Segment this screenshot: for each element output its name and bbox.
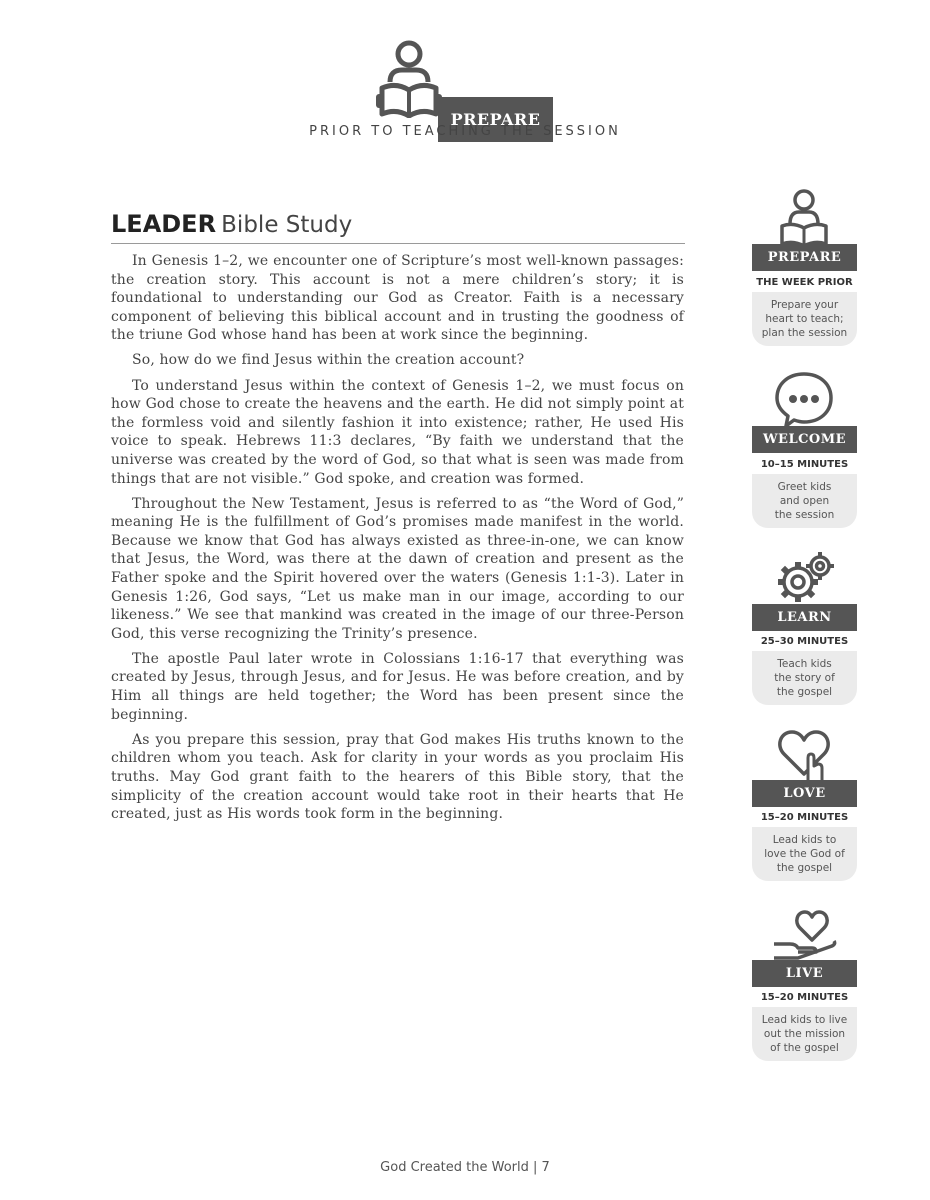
paragraph: To understand Jesus within the context of Genesis 1–2, we must focus on how God chose to create the heavens and the earth. He did not simply point at the formless void and silently fashion it into existence; rather, He used His voice to speak. Hebrews 11:3 declares, “By faith we understand that the universe was created by the word of God, so that what is seen was made from things that are not visible.” God spoke, and creation was formed.: [111, 377, 684, 487]
paragraph: As you prepare this session, pray that God makes His truths known to the children whom you teach. Ask for clarity in your words as you proclaim His truths. May God grant faith to the hearers of this Bible story, that the simplicity of the creation account would take root in their hearts that He created, just as His words took form in the beginning.: [111, 731, 684, 823]
sidebar-label: LIVE: [752, 960, 857, 987]
sidebar-time: 15–20 MINUTES: [760, 812, 849, 823]
sidebar-label: LEARN: [752, 604, 857, 631]
title-light: Bible Study: [221, 212, 353, 238]
gears-icon: [752, 548, 857, 606]
paragraph: Throughout the New Testament, Jesus is referred to as “the Word of God,” meaning He is the fulfillment of God’s promises made manifest in the world. Because we know that God has always existed as three-in-one, we can know that Jesus, the Word, was there at the dawn of creation and present as the Father spoke and the Spirit hovered over the waters (Genesis 1:1-3). Later in Genesis 1:26, God says, “Let us make man in our image, according to our likeness.” We see that mankind was created in the image of our three-Person God, this verse recognizing the Trinity’s presence.: [111, 495, 684, 642]
sidebar-desc: Greet kids and open the session: [752, 474, 857, 528]
title-bold: LEADER: [111, 210, 217, 238]
heart-in-hand-icon: [752, 904, 857, 962]
paragraph: So, how do we find Jesus within the creation account?: [132, 352, 525, 369]
paragraph: In Genesis 1–2, we encounter one of Scripture’s most well-known passages: the creation story. This account is not a mere children’s story; it is foundational to understanding our God as Creator. Faith is a necessary component of believing this biblical account and in trusting the goodness of the triune God whose hand has been at work since the beginning.: [111, 253, 684, 344]
page-footer: God Created the World | 7: [380, 1160, 550, 1175]
article-title: [111, 210, 685, 244]
speech-bubble-icon: [752, 370, 857, 428]
article-body: [111, 252, 684, 830]
sidebar-time: 10–15 MINUTES: [760, 459, 849, 470]
sidebar-time: THE WEEK PRIOR: [756, 277, 853, 288]
sidebar-time: 15–20 MINUTES: [760, 992, 849, 1003]
reader-icon: [374, 40, 444, 118]
heart-hand-icon: [752, 724, 857, 782]
reader-icon: [752, 188, 857, 246]
sidebar-desc: Lead kids to live out the mission of the gospel: [752, 1007, 857, 1061]
sidebar-label: PREPARE: [752, 244, 857, 271]
sidebar-label: LOVE: [752, 780, 857, 807]
paragraph: The apostle Paul later wrote in Colossians 1:16-17 that everything was created by Jesus, through Jesus, and for Jesus. He was before creation, and by Him all things are held together; the Word has been present since the beginning.: [111, 650, 684, 723]
sidebar-desc: Prepare your heart to teach; plan the session: [752, 292, 857, 346]
header-subtitle: PRIOR TO TEACHING THE SESSION: [309, 124, 621, 139]
sidebar-label: WELCOME: [752, 426, 857, 453]
sidebar-desc: Teach kids the story of the gospel: [752, 651, 857, 705]
page-header: [0, 40, 930, 150]
prepare-badge: PREPARE: [438, 97, 553, 142]
sidebar-desc: Lead kids to love the God of the gospel: [752, 827, 857, 881]
sidebar-time: 25–30 MINUTES: [760, 636, 849, 647]
